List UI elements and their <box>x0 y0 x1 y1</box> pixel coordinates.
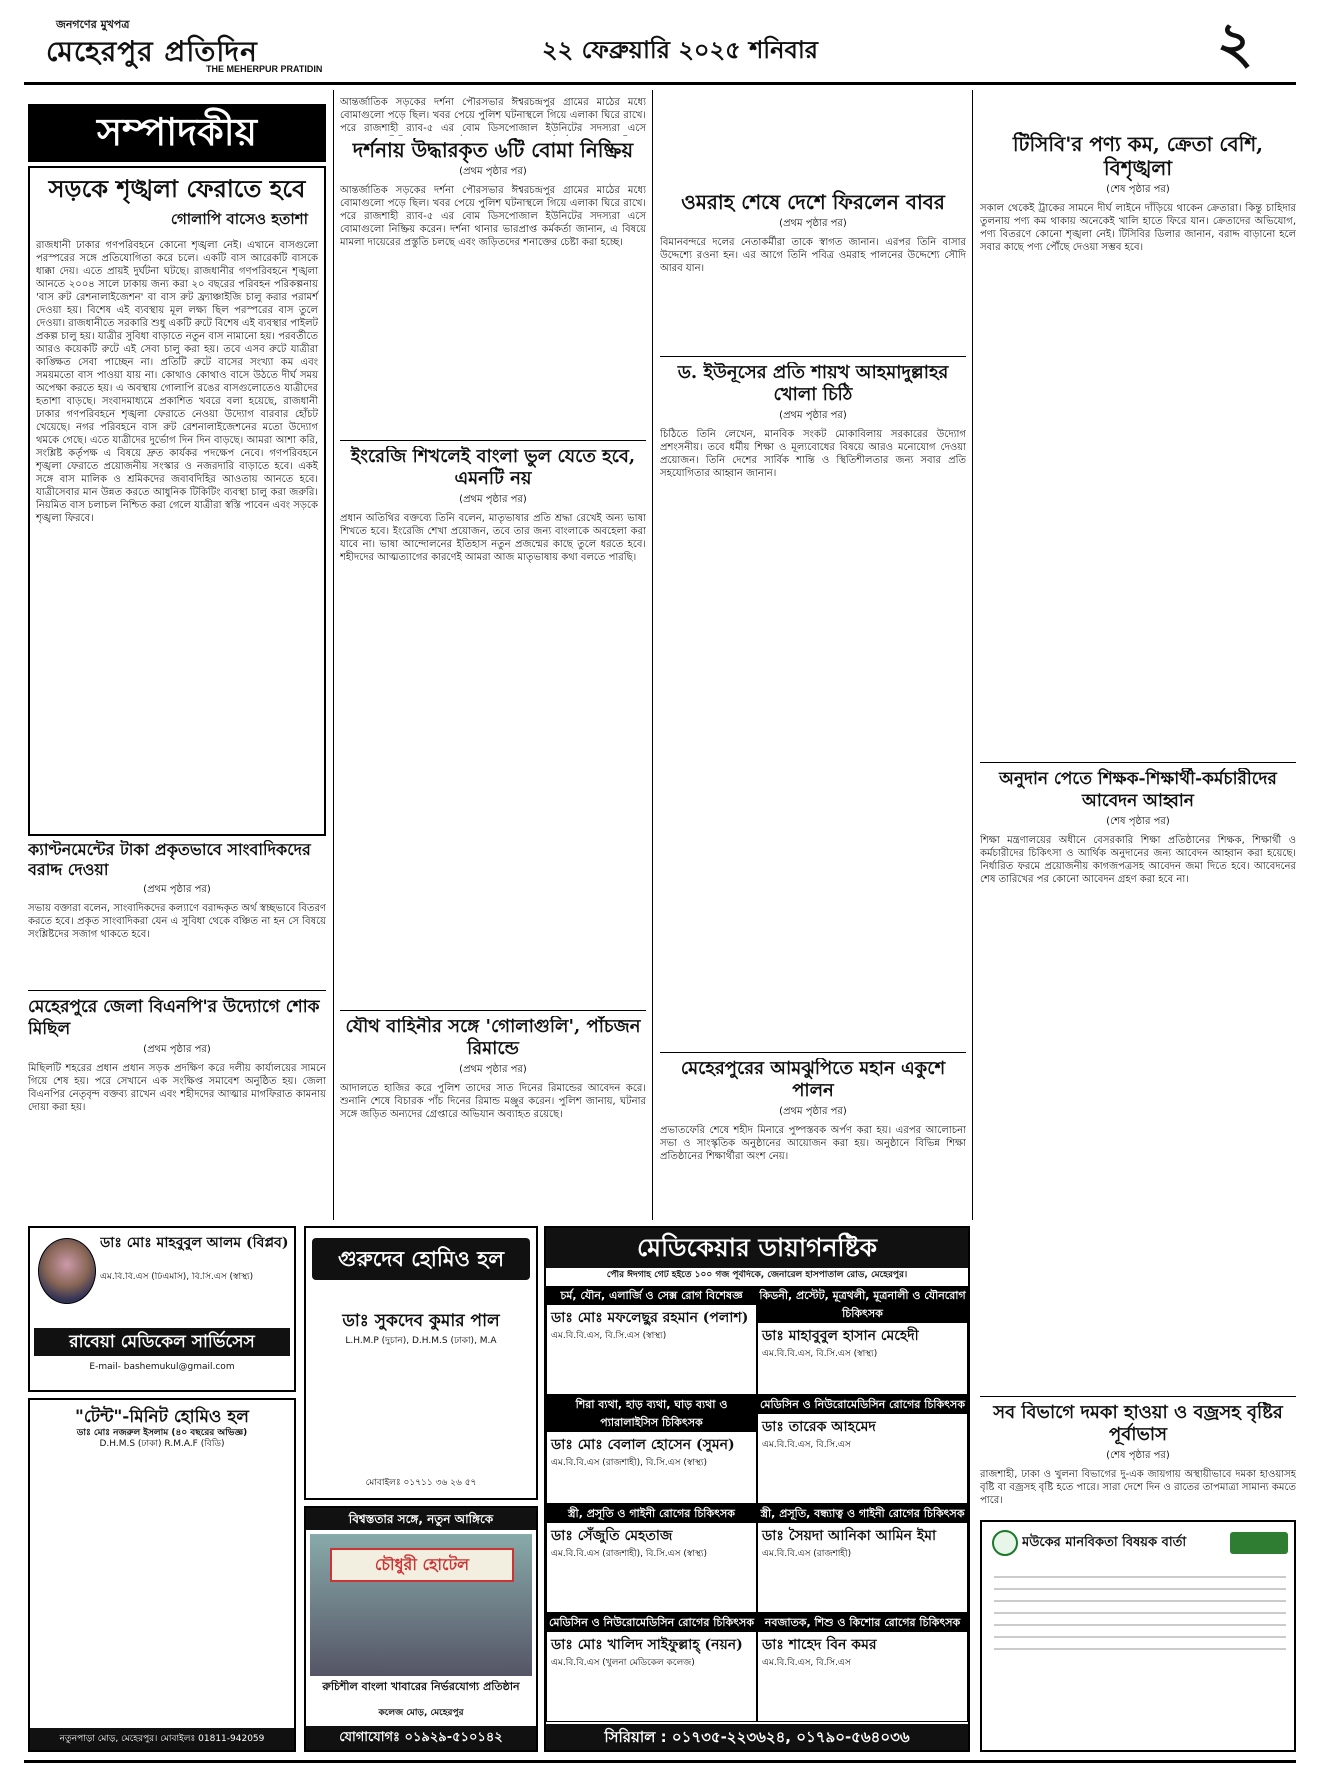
doctor-grid <box>546 1286 968 1722</box>
ad-tent-homeo <box>28 1398 296 1752</box>
email-link[interactable]: E-mail- bashemukul@gmail.com <box>89 1362 235 1372</box>
ad-contact: মোবাইলঃ ০১৭১১ ৩৬ ২৬ ৫৭ <box>365 1478 477 1488</box>
article-joint-forces <box>340 1016 646 1220</box>
article-body: সকাল থেকেই ট্রাকের সামনে দীর্ঘ লাইনে দাঁড়িয়ে থাকেন ক্রেতারা। কিন্তু চাহিদার তুলনায় পণ্য কম থাকায় অনেকেই খালি হাতে ফিরে যান। ক্রেতাদের অভিযোগ, পণ্য বিতরণে কোনো শৃঙ্খলা নেই। টিসিবির ডিলার জানান, বরাদ্দ বাড়ানো হলে সবার কাছে পণ্য পৌঁছে দেওয়া সম্ভব হবে। <box>980 203 1296 253</box>
article-body: সভায় বক্তারা বলেন, সাংবাদিকদের কল্যাণে বরাদ্দকৃত অর্থ স্বচ্ছভাবে বিতরণ করতে হবে। প্রকৃত সাংবাদিকরা যেন এ সুবিধা থেকে বঞ্চিত না হন সে বিষয়ে সংশ্লিষ্টদের সজাগ থাকতে হবে। <box>28 903 326 940</box>
article-grant-application <box>980 768 1296 1388</box>
article-continued: (শেষ পৃষ্ঠার পর) <box>1106 184 1170 195</box>
ad-address: নতুনপাড়া মোড়, মেহেরপুর। মোবাইলঃ 01811-942059 <box>30 1728 294 1750</box>
doctor-name: ডাঃ মোঃ বেলাল হোসেন (সুমন) <box>551 1437 735 1453</box>
ad-hotel <box>304 1506 538 1752</box>
article-body: আন্তর্জাতিক সড়কের দর্শনা পৌরসভার ঈশ্বরচন্দ্রপুর গ্রামের মাঠের মধ্যে বোমাগুলো পড়ে ছিল। খবর পেয়ে পুলিশ ঘটনাস্থলে গিয়ে এলাকা ঘিরে রাখে। পরে রাজশাহী র‍্যাব-৫ এর বোম ডিসপোজাল ইউনিটের সদস্যরা এসে <box>340 97 646 134</box>
article-divider <box>340 1010 646 1011</box>
doctor-name: ডাঃ শাহেদ বিন কমর <box>762 1637 877 1653</box>
article-body: প্রধান অতিথির বক্তব্যে তিনি বলেন, মাতৃভাষার প্রতি শ্রদ্ধা রেখেই অন্য ভাষা শিখতে হবে। ইংরেজি শেখা প্রয়োজন, তবে তার জন্য বাংলাকে অবহেলা করা যাবে না। ভাষা আন্দোলনের ইতিহাস নতুন প্রজন্মের কাছে তুলে ধরতে হবে। শহীদদের আত্মত্যাগের কারণেই আমরা আজ মাতৃভাষায় কথা বলতে পারছি। <box>340 513 646 563</box>
org-logo-icon <box>992 1530 1018 1556</box>
doctor-degrees: এম.বি.বি.এস (রাজশাহী), বি.সি.এস (স্বাস্থ্য) <box>551 1458 707 1468</box>
doctor-card <box>757 1613 968 1722</box>
article-body: শিক্ষা মন্ত্রণালয়ের অধীনে বেসরকারি শিক্ষা প্রতিষ্ঠানের শিক্ষক, শিক্ষার্থী ও কর্মচারীদের চিকিৎসা ও আর্থিক অনুদানের জন্য আবেদন আহ্বান করা হয়েছে। নির্ধারিত ফরমে প্রয়োজনীয় কাগজপত্রসহ আবেদন জমা দিতে হবে। আবেদনের শেষ তারিখের পর কোনো আবেদন গ্রহণ করা হবে না। <box>980 835 1296 885</box>
doctor-name: ডাঃ সুকদেব কুমার পাল <box>342 1311 500 1331</box>
article-headline: টিসিবি'র পণ্য কম, ক্রেতা বেশি, বিশৃঙ্খলা <box>1012 132 1264 180</box>
page-number: ২ <box>1216 10 1254 76</box>
article-headline: ক্যাণ্টনমেন্টের টাকা প্রকৃতভাবে সাংবাদিকদের বরাদ্দ দেওয়া <box>28 840 311 879</box>
doctor-specialty: নবজাতক, শিশু ও কিশোর রোগের চিকিৎসক <box>758 1614 967 1632</box>
article-headline: ওমরাহ শেষে দেশে ফিরলেন বাবর <box>681 190 945 214</box>
ad-medicare <box>544 1226 970 1752</box>
doctor-name: ডাঃ তারেক আহমেদ <box>762 1419 876 1435</box>
doctor-name: ডাঃ মাহাবুবুল হাসান মেহেদী <box>762 1328 919 1344</box>
article-continued: (প্রথম পৃষ্ঠার পর) <box>143 1044 211 1055</box>
column-rule <box>652 90 653 1220</box>
editorial-box <box>28 166 326 836</box>
article-bombs <box>340 138 646 408</box>
article-headline: মেহেরপুরে জেলা বিএনপি'র উদ্যোগে শোক মিছিল <box>28 997 320 1039</box>
article-headline: ড. ইউনূসের প্রতি শায়খ আহমাদুল্লাহর খোলা চিঠি <box>677 362 949 405</box>
article-headline: সব বিভাগে দমকা হাওয়া ও বজ্রসহ বৃষ্টির পূর্বাভাস <box>993 1402 1283 1445</box>
article-divider <box>28 990 326 991</box>
doctor-card <box>546 1286 757 1395</box>
article-english-bangla <box>340 446 646 1006</box>
article-amjhupi <box>660 1058 966 1220</box>
ad-title: মউকের মানবিকতা বিষয়ক বার্তা <box>1022 1535 1187 1550</box>
ad-title: "টেন্ট"-মিনিট হোমিও হল <box>75 1407 249 1427</box>
article-continued: (শেষ পৃষ্ঠার পর) <box>1106 1450 1170 1461</box>
issue-date: ২২ ফেব্রুয়ারি ২০২৫ শনিবার <box>542 35 818 64</box>
hotel-sign: চৌধুরী হোটেল <box>330 1548 514 1582</box>
doctor-degrees: এম.বি.বি.এস (ঢিএমসি), বি.সি.এস (স্বাস্থ্য) <box>100 1272 254 1282</box>
org-badge <box>1230 1532 1288 1554</box>
article-body: প্রভাতফেরি শেষে শহীদ মিনারে পুষ্পস্তবক অর্পণ করা হয়। এরপর আলোচনা সভা ও সাংস্কৃতিক অনুষ্ঠানের আয়োজন করা হয়। অনুষ্ঠানে বিভিন্ন শিক্ষা প্রতিষ্ঠানের শিক্ষার্থীরা অংশ নেয়। <box>660 1125 966 1162</box>
ad-biplob <box>28 1226 296 1392</box>
editorial-body: রাজধানী ঢাকার গণপরিবহনে কোনো শৃঙ্খলা নেই। এখানে বাসগুলো পরস্পরের সঙ্গে প্রতিযোগিতা করে চলে। একটি বাস আরেকটি বাসকে ধাক্কা দেয়। এতে প্রায়ই দুর্ঘটনা ঘটছে। রাজধানীর গণপরিবহনে শৃঙ্খলা আনতে ২০০৪ সালে ঢাকায় জন্য করা ২০ বছরের পরিবহন পরিকল্পনায় 'বাস রুট রেশনালাইজেশন' বা বাস রুট ফ্র্যাঞ্চাইজি চালু করার পরামর্শ দেওয়া হয়। বিশেষ এই ব্যবস্থায় মূল লক্ষ্য ছিল পরস্পরের বাস তুলে দেওয়া। রাজধানীতে সরকারি শুধু একটি রুটে বিশেষ এই ব্যবস্থার পাইলট প্রকল্প চালু হয়। যাত্রীর সুবিধা বাড়াতে নতুন বাস নামানো হয়। পরবর্তীতে আরও কয়েকটি রুটে এই সেবা চালু করা হয়। তবে এসব রুটে যাত্রীরা কাঙ্ক্ষিত সেবা পাচ্ছেন না। প্রতিটি রুটে বাসের সংখ্যা কম এবং সময়মতো বাস পাওয়া যায় না। কোথাও কোথাও বাসে উঠতে দীর্ঘ সময় অপেক্ষা করতে হয়। এ অবস্থায় গোলাপি রঙের বাসগুলোতেও যাত্রীদের হতাশা বাড়ছে। সংবাদমাধ্যমে প্রকাশিত খবরে বলা হয়েছে, রাজধানী ঢাকার গণপরিবহনে শৃঙ্খলা ফেরাতে নেওয়া উদ্যোগ বারবার হোঁচট খেয়েছে। নগর পরিবহনে বাস রুট রেশনালাইজেশনের মতো উদ্যোগ থমকে গেছে। এতে যাত্রীদের দুর্ভোগ দিন দিন বাড়ছে। আমরা আশা করি, সংশ্লিষ্ট কর্তৃপক্ষ এ বিষয়ে দ্রুত কার্যকর পদক্ষেপ নেবে। গণপরিবহনে শৃঙ্খলা ফেরাতে প্রয়োজনীয় সংস্কার ও নজরদারি বাড়াতে হবে। একই সঙ্গে বাস মালিক ও শ্রমিকদের জবাবদিহির আওতায় আনতে হবে। যাত্রীসেবার মান উন্নত করতে আধুনিক টিকিটিং ব্যবস্থা চালু করা জরুরি। নিয়মিত বাস চলাচল নিশ্চিত করা গেলে যাত্রীরা স্বস্তি পাবেন এবং সড়কে শৃঙ্খলা ফিরবে। <box>36 240 319 524</box>
doctor-name: ডাঃ সেঁজুতি মেহতাজ <box>551 1528 673 1544</box>
doctor-name: ডাঃ মোঃ নজরুল ইসলাম (৪০ বছরের অভিজ্ঞ) <box>76 1428 248 1438</box>
masthead-tagline: জনগণের মুখপত্র <box>56 18 130 31</box>
article-weather <box>980 1402 1296 1514</box>
article-headline: মেহেরপুরের আমঝুপিতে মহান একুশে পালন <box>680 1058 946 1101</box>
ad-serial: সিরিয়াল : ০১৭৩৫-২২৩৬২৪, ০১৭৯০-৫৬৪০৩৬ <box>546 1724 968 1750</box>
doctor-name: ডাঃ সৈয়দা আনিকা আমিন ইমা <box>762 1528 937 1544</box>
article-continued: (প্রথম পৃষ্ঠার পর) <box>459 166 527 177</box>
hotel-photo <box>310 1534 532 1676</box>
article-divider <box>660 1052 966 1053</box>
ad-title: মেডিকেয়ার ডায়াগনষ্টিক <box>546 1228 968 1268</box>
article-headline: দর্শনায় উদ্ধারকৃত ৬টি বোমা নিষ্ক্রিয় <box>352 138 634 162</box>
article-intro-snippet <box>340 96 646 136</box>
doctor-degrees: এম.বি.বি.এস (রাজশাহী), বি.সি.এস (স্বাস্থ্য) <box>551 1549 707 1559</box>
doctor-degrees: এম.বি.বি.এস, বি.সি.এস <box>762 1658 851 1668</box>
ad-gurudev-homeo <box>304 1226 538 1500</box>
article-continued: (প্রথম পৃষ্ঠার পর) <box>779 218 847 229</box>
doctor-degrees: এম.বি.বি.এস, বি.সি.এস <box>762 1440 851 1450</box>
doctor-card <box>546 1504 757 1613</box>
article-continued: (প্রথম পৃষ্ঠার পর) <box>459 1064 527 1075</box>
article-body: চিঠিতে তিনি লেখেন, মানবিক সংকট মোকাবিলায় সরকারের উদ্যোগ প্রশংসনীয়। তবে ধর্মীয় শিক্ষা ও মূল্যবোধের বিষয়ে আরও মনোযোগ দেওয়া প্রয়োজন। তিনি দেশের সার্বিক শান্তি ও স্থিতিশীলতার জন্য সবার প্রতি সহযোগিতার আহ্বান জানান। <box>660 429 966 479</box>
ad-contact: যোগাযোগঃ ০১৯২৯-৫১০১৪২ <box>306 1726 536 1750</box>
ad-bullet-list <box>994 1566 1286 1744</box>
article-babar <box>660 190 966 366</box>
doctor-name: ডাঃ মোঃ খালিদ সাইফুল্লাহ্ (নয়ন) <box>551 1637 743 1653</box>
doctor-degrees: এম.বি.বি.এস (খুলনা মেডিকেল কলেজ) <box>551 1658 695 1668</box>
editorial-headline: সড়কে শৃঙ্খলা ফেরাতে হবে <box>48 174 306 203</box>
doctor-name: ডাঃ মোঃ মাহবুবুল আলম (বিপ্লব) <box>100 1235 289 1251</box>
masthead-divider <box>24 82 1296 85</box>
editorial-banner: সম্পাদকীয় <box>28 104 326 162</box>
column-rule <box>972 90 973 1220</box>
article-headline: ইংরেজি শিখলেই বাংলা ভুল যেতে হবে, এমনটি নয় <box>350 446 636 489</box>
article-headline: অনুদান পেতে শিক্ষক-শিক্ষার্থী-কর্মচারীদের আবেদন আহ্বান <box>999 769 1277 811</box>
masthead <box>26 14 346 76</box>
article-body: রাজশাহী, ঢাকা ও খুলনা বিভাগের দু-এক জায়গায় অস্থায়ীভাবে দমকা হাওয়াসহ বৃষ্টি বা বজ্রসহ বৃষ্টি হতে পারে। সারা দেশে দিন ও রাতের তাপমাত্রা সামান্য কমতে পারে। <box>980 1469 1296 1506</box>
doctor-degrees: D.H.M.S (ঢাকা) R.M.A.F (বিডি) <box>99 1439 225 1449</box>
article-body: আদালতে হাজির করে পুলিশ তাদের সাত দিনের রিমান্ডের আবেদন করে। শুনানি শেষে বিচারক পাঁচ দিনের রিমান্ড মঞ্জুর করেন। পুলিশ জানায়, ঘটনার সঙ্গে জড়িত অন্যদের গ্রেপ্তারে অভিযান অব্যাহত রয়েছে। <box>340 1083 646 1120</box>
doctor-photo <box>38 1238 96 1304</box>
ad-description: রুচিশীল বাংলা খাবারের নির্ভরযোগ্য প্রতিষ্ঠান <box>322 1680 520 1693</box>
article-continued: (প্রথম পৃষ্ঠার পর) <box>143 884 211 895</box>
doctor-specialty: চর্ম, যৌন, এলার্জি ও সেক্স রোগ বিশেষজ্ঞ <box>547 1287 756 1305</box>
article-headline: যৌথ বাহিনীর সঙ্গে 'গোলাগুলি', পাঁচজন রিমান্ডে <box>345 1016 641 1059</box>
ad-slogan: বিশ্বস্ততার সঙ্গে, নতুন আঙ্গিকে <box>306 1508 536 1530</box>
masthead-title: মেহেরপুর প্রতিদিন <box>46 35 258 68</box>
doctor-degrees: এম.বি.বি.এস, বি.সি.এস (স্বাস্থ্য) <box>551 1331 667 1341</box>
doctor-degrees: এম.বি.বি.এস, বি.সি.এস (স্বাস্থ্য) <box>762 1349 878 1359</box>
doctor-card <box>757 1286 968 1395</box>
article-body: আন্তর্জাতিক সড়কের দর্শনা পৌরসভার ঈশ্বরচন্দ্রপুর গ্রামের মাঠের মধ্যে বোমাগুলো পড়ে ছিল। খবর পেয়ে পুলিশ ঘটনাস্থলে গিয়ে এলাকা ঘিরে রাখে। পরে রাজশাহী র‍্যাব-৫ এর বোম ডিসপোজাল ইউনিটের সদস্যরা এসে বোমাগুলো নিষ্ক্রিয় করেন। দর্শনা থানার ভারপ্রাপ্ত কর্মকর্তা জানান, এ বিষয়ে মামলা দায়েরের প্রস্তুতি চলছে এবং জড়িতদের শনাক্তের চেষ্টা করা হচ্ছে। <box>340 185 646 248</box>
article-continued: (প্রথম পৃষ্ঠার পর) <box>779 1106 847 1117</box>
article-body: বিমানবন্দরে দলের নেতাকর্মীরা তাকে স্বাগত জানান। এরপর তিনি বাসার উদ্দেশ্যে রওনা হন। এর আগে তিনি পবিত্র ওমরাহ পালনের উদ্দেশ্যে সৌদি আরব যান। <box>660 237 966 274</box>
masthead-title-en: THE MEHERPUR PRATIDIN <box>206 64 323 74</box>
doctor-card <box>546 1613 757 1722</box>
doctor-card <box>757 1395 968 1504</box>
doctor-specialty: মেডিসিন ও নিউরোমেডিসিন রোগের চিকিৎসক <box>758 1396 967 1414</box>
doctor-card <box>546 1395 757 1504</box>
article-divider <box>980 1396 1296 1397</box>
article-tcb <box>980 132 1296 772</box>
doctor-specialty: কিডনী, প্রস্টেট, মূত্রথলী, মূত্রনালী ও যৌনরোগ চিকিৎসক <box>758 1287 967 1323</box>
doctor-specialty: শিরা ব্যথা, হাড় ব্যথা, ঘাড় ব্যথা ও প্যারালাইসিস চিকিৎসক <box>547 1396 756 1432</box>
article-divider <box>660 356 966 357</box>
editorial-subhead: গোলাপি বাসেও হতাশা <box>170 210 308 228</box>
ad-title: গুরুদেব হোমিও হল <box>312 1238 530 1280</box>
ad-address: কলেজ মোড়, মেহেরপুর <box>378 1708 464 1718</box>
doctor-name: ডাঃ মোঃ মফলেছুর রহমান (পলাশ) <box>551 1310 749 1326</box>
ad-mowcop <box>980 1520 1296 1752</box>
article-divider <box>340 440 646 441</box>
doctor-degrees: L.H.M.P (দুচান), D.H.M.S (ঢাকা), M.A <box>345 1336 497 1346</box>
doctor-degrees: এম.বি.বি.এস (রাজশাহী) <box>762 1549 852 1559</box>
article-continued: (শেষ পৃষ্ঠার পর) <box>1106 816 1170 827</box>
doctor-specialty: স্ত্রী, প্রসূতি ও গাইনী রোগের চিকিৎসক <box>547 1505 756 1523</box>
article-divider <box>980 762 1296 763</box>
article-bnp-procession <box>28 996 326 1218</box>
ad-address: পৌর ঈদগাহ গেট হইতে ১০০ গজ পূর্বদিকে, জেনারেল হাসপাতাল রোড, মেহেরপুর। <box>606 1270 908 1280</box>
article-continued: (প্রথম পৃষ্ঠার পর) <box>459 494 527 505</box>
article-body: মিছিলটি শহরের প্রধান প্রধান সড়ক প্রদক্ষিণ করে দলীয় কার্যালয়ের সামনে গিয়ে শেষ হয়। পরে সেখানে এক সংক্ষিপ্ত সমাবেশ অনুষ্ঠিত হয়। জেলা বিএনপির নেতৃবৃন্দ বক্তব্য রাখেন এবং শহীদদের আত্মার মাগফিরাত কামনায় দোয়া করা হয়। <box>28 1063 326 1113</box>
doctor-specialty: স্ত্রী, প্রসূতি, বন্ধ্যাত্ব ও গাইনী রোগের চিকিৎসক <box>758 1505 967 1523</box>
article-continued: (প্রথম পৃষ্ঠার পর) <box>779 410 847 421</box>
clinic-name: রাবেয়া মেডিকেল সার্ভিসেস <box>34 1328 290 1356</box>
column-rule <box>333 90 334 1220</box>
doctor-specialty: মেডিসিন ও নিউরোমেডিসিন রোগের চিকিৎসক <box>547 1614 756 1632</box>
article-open-letter <box>660 362 966 1022</box>
footer-divider <box>24 1760 1296 1763</box>
doctor-card <box>757 1504 968 1613</box>
article-journalist-fund <box>28 840 326 990</box>
